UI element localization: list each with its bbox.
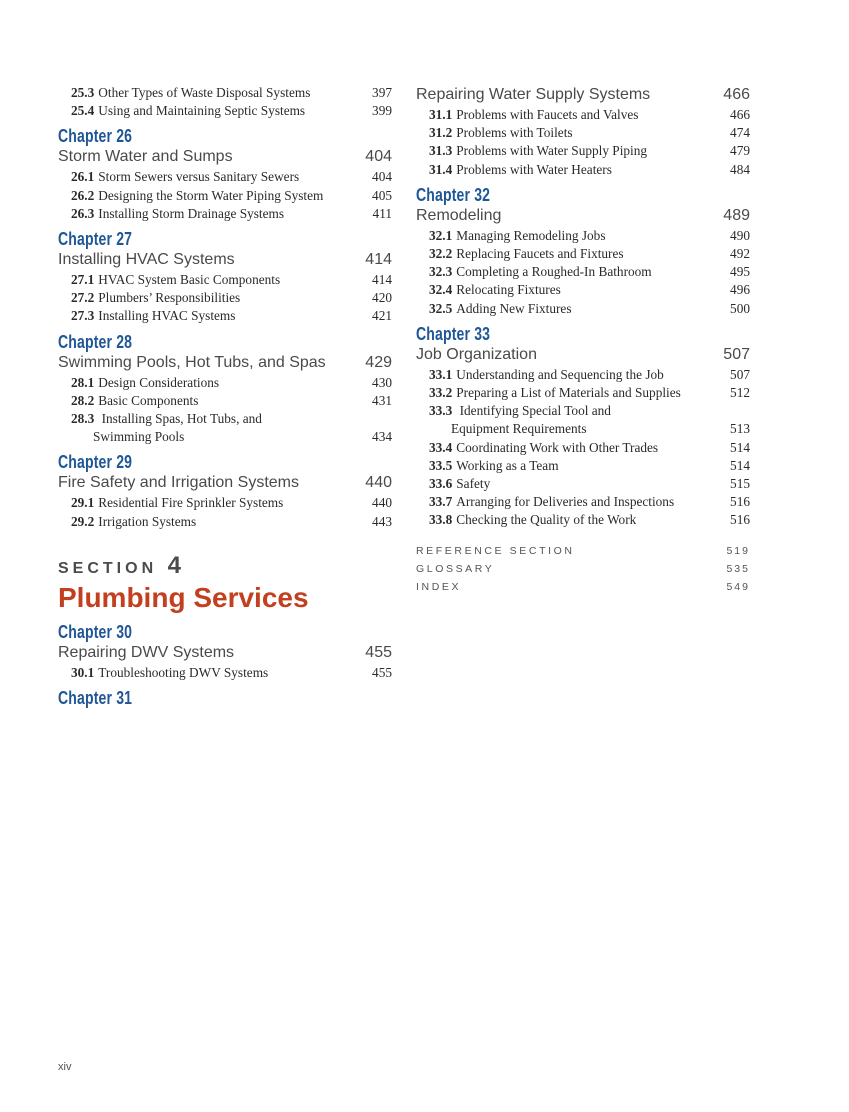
chapter-26-label: Chapter 26: [58, 126, 133, 147]
page-folio: xiv: [58, 1061, 72, 1073]
chapter-27-title[interactable]: Installing HVAC Systems 414: [58, 251, 392, 269]
toc-entry-31-4[interactable]: 31.4 Problems with Water Heaters 484: [429, 161, 750, 177]
section-title: Plumbing Services: [58, 581, 309, 613]
toc-entry-28-3[interactable]: 28.3 Installing Spas, Hot Tubs, and Swimming Pools 434: [71, 411, 392, 445]
chapter-31-label: Chapter 31: [58, 688, 133, 709]
toc-left-column: [58, 84, 392, 708]
toc-entry-26-1[interactable]: 26.1 Storm Sewers versus Sanitary Sewers 404: [71, 169, 392, 185]
spacer: [416, 530, 750, 542]
toc-entry-31-3[interactable]: 31.3 Problems with Water Supply Piping 479: [429, 143, 750, 159]
toc-entry-27-3[interactable]: 27.3 Installing HVAC Systems 421: [71, 308, 392, 324]
toc-entry-33-7[interactable]: 33.7 Arranging for Deliveries and Inspections 516: [429, 494, 750, 510]
chapter-29-label: Chapter 29: [58, 452, 133, 473]
backmatter-reference-section[interactable]: REFERENCE SECTION 519: [416, 544, 750, 557]
toc-entry-25-3[interactable]: 25.3 Other Types of Waste Disposal Systems 397: [71, 85, 392, 100]
toc-entry-28-1[interactable]: 28.1 Design Considerations 430: [71, 374, 392, 390]
chapter-26-title[interactable]: Storm Water and Sumps 404: [58, 148, 392, 166]
toc-entry-33-8[interactable]: 33.8 Checking the Quality of the Work 516: [429, 512, 750, 528]
toc-entry-31-1[interactable]: 31.1 Problems with Faucets and Valves 466: [429, 107, 750, 122]
toc-entry-29-1[interactable]: 29.1 Residential Fire Sprinkler Systems 440: [71, 495, 392, 511]
chapter-29-title[interactable]: Fire Safety and Irrigation Systems 440: [58, 474, 392, 492]
toc-entry-33-2[interactable]: 33.2 Preparing a List of Materials and Supplies 512: [429, 385, 750, 401]
toc-entry-31-2[interactable]: 31.2 Problems with Toilets 474: [429, 125, 750, 141]
chapter-31-title[interactable]: Repairing Water Supply Systems 466: [416, 86, 750, 103]
toc-entry-33-1[interactable]: 33.1 Understanding and Sequencing the Job 507: [429, 366, 750, 382]
chapter-28-label: Chapter 28: [58, 331, 133, 352]
toc-entry-30-1[interactable]: 30.1 Troubleshooting DWV Systems 455: [71, 664, 392, 680]
toc-right-column: [416, 84, 750, 596]
toc-entry-32-5[interactable]: 32.5 Adding New Fixtures 500: [429, 300, 750, 316]
toc-entry-32-4[interactable]: 32.4 Relocating Fixtures 496: [429, 282, 750, 298]
toc-entry-27-1[interactable]: 27.1 HVAC System Basic Components 414: [71, 272, 392, 288]
chapter-30-label: Chapter 30: [58, 621, 133, 642]
toc-entry-28-2[interactable]: 28.2 Basic Components 431: [71, 392, 392, 408]
toc-entry-33-6[interactable]: 33.6 Safety 515: [429, 476, 750, 492]
toc-entry-32-2[interactable]: 32.2 Replacing Faucets and Fixtures 492: [429, 246, 750, 262]
chapter-33-title[interactable]: Job Organization 507: [416, 345, 750, 363]
toc-entry-33-3[interactable]: 33.3 Identifying Special Tool and Equipment Requirements 513: [429, 403, 750, 437]
toc-entry-33-4[interactable]: 33.4 Coordinating Work with Other Trades 514: [429, 439, 750, 455]
backmatter-glossary[interactable]: GLOSSARY 535: [416, 562, 750, 575]
toc-entry-25-4[interactable]: 25.4 Using and Maintaining Septic Systems 399: [71, 103, 392, 119]
chapter-33-label: Chapter 33: [416, 323, 491, 344]
chapter-28-title[interactable]: Swimming Pools, Hot Tubs, and Spas 429: [58, 353, 392, 371]
chapter-32-title[interactable]: Remodeling 489: [416, 206, 750, 224]
toc-entry-32-3[interactable]: 32.3 Completing a Roughed-In Bathroom 495: [429, 264, 750, 280]
toc-entry-26-2[interactable]: 26.2 Designing the Storm Water Piping System 405: [71, 187, 392, 203]
chapter-32-label: Chapter 32: [416, 184, 491, 205]
toc-entry-33-5[interactable]: 33.5 Working as a Team 514: [429, 457, 750, 473]
toc-entry-29-2[interactable]: 29.2 Irrigation Systems 443: [71, 513, 392, 529]
section-label: SECTION 4: [58, 551, 181, 579]
chapter-30-title[interactable]: Repairing DWV Systems 455: [58, 643, 392, 661]
toc-entry-27-2[interactable]: 27.2 Plumbers’ Responsibilities 420: [71, 290, 392, 306]
toc-entry-26-3[interactable]: 26.3 Installing Storm Drainage Systems 411: [71, 205, 392, 221]
toc-entry-32-1[interactable]: 32.1 Managing Remodeling Jobs 490: [429, 227, 750, 243]
backmatter-index[interactable]: INDEX 549: [416, 580, 750, 593]
chapter-27-label: Chapter 27: [58, 229, 133, 250]
